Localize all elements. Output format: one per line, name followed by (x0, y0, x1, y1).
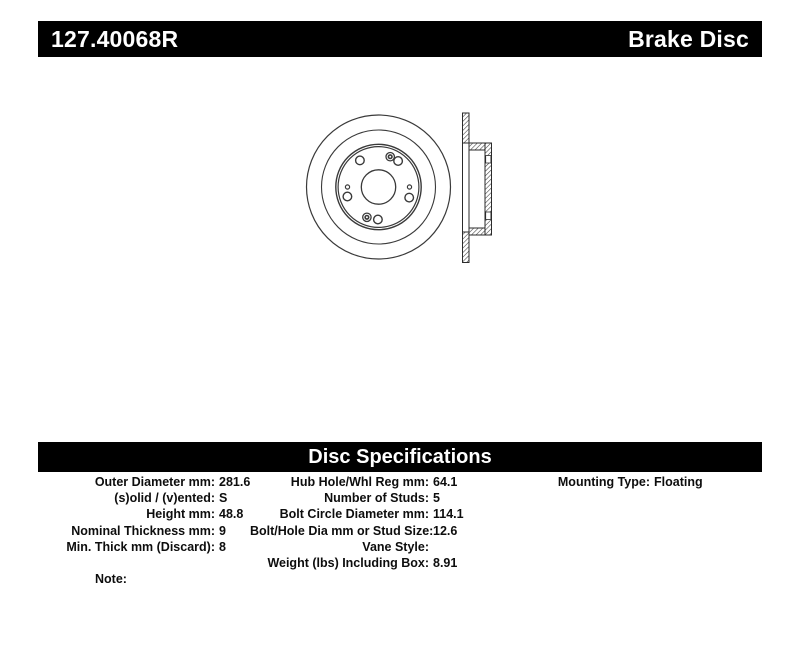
note-label: Note: (95, 572, 127, 586)
section-stud-hole (486, 212, 491, 220)
spec-row (250, 539, 464, 555)
part-number: 127.40068R (51, 25, 179, 52)
spec-label: Bolt Circle Diameter mm: (279, 507, 429, 522)
spec-label: Nominal Thickness mm: (71, 523, 215, 538)
disc-front-view-drawing (307, 115, 451, 259)
spec-value: 9 (219, 523, 226, 538)
spec-row (250, 506, 464, 522)
spec-section-title: Disc Specifications (308, 445, 492, 468)
set-screw-hole (386, 153, 394, 161)
spec-column-hub (250, 474, 464, 571)
header-bar (38, 21, 762, 57)
brake-disc-drawing (285, 95, 505, 275)
stud-hole (405, 193, 414, 202)
spec-label: Hub Hole/Whl Reg mm: (290, 475, 429, 490)
disc-side-view-drawing (463, 113, 492, 263)
spec-row (480, 474, 703, 490)
spec-label: Min. Thick mm (Discard): (66, 539, 215, 554)
spec-value: 12.6 (433, 523, 458, 538)
spec-column-mounting (480, 474, 703, 490)
spec-value: 5 (433, 491, 440, 506)
spec-row (40, 490, 250, 506)
alignment-hole (407, 185, 411, 189)
center-hole (361, 170, 395, 204)
stud-hole (374, 215, 383, 224)
stud-hole (394, 157, 403, 166)
spec-label: Number of Studs: (324, 491, 429, 506)
section-friction-ring-bottom (463, 232, 470, 263)
set-screw-hole (363, 213, 371, 221)
spec-row (40, 539, 250, 555)
spec-row (40, 506, 250, 522)
spec-value: 281.6 (219, 475, 251, 490)
spec-label: Outer Diameter mm: (94, 475, 215, 490)
spec-label: Bolt/Hole Dia mm or Stud Size: (250, 523, 434, 538)
spec-column-dimensions (40, 474, 250, 555)
spec-row (250, 555, 464, 571)
spec-value: Floating (654, 475, 703, 490)
spec-label: Mounting Type: (557, 475, 650, 490)
alignment-hole (345, 185, 349, 189)
spec-row (250, 474, 464, 490)
spec-value: S (219, 491, 228, 506)
spec-label: Vane Style: (362, 539, 429, 554)
hub-ring-outer (336, 144, 421, 229)
spec-value: 48.8 (219, 507, 244, 522)
spec-value: 8.91 (433, 556, 458, 571)
stud-hole (343, 192, 352, 201)
spec-label: Weight (lbs) Including Box: (267, 556, 429, 571)
spec-row (40, 523, 250, 539)
section-friction-ring-top (463, 113, 470, 143)
spec-label: Height mm: (146, 507, 215, 522)
spec-section-header (38, 442, 762, 472)
spec-label: (s)olid / (v)ented: (114, 491, 215, 506)
spec-value: 114.1 (433, 507, 464, 522)
spec-row (40, 474, 250, 490)
spec-row (250, 523, 464, 539)
spec-row (250, 490, 464, 506)
section-stud-hole (486, 156, 491, 164)
spec-value: 64.1 (433, 475, 458, 490)
disc-outer-edge (307, 115, 451, 259)
stud-hole (356, 156, 365, 165)
spec-value: 8 (219, 539, 226, 554)
product-type-title: Brake Disc (628, 25, 749, 52)
